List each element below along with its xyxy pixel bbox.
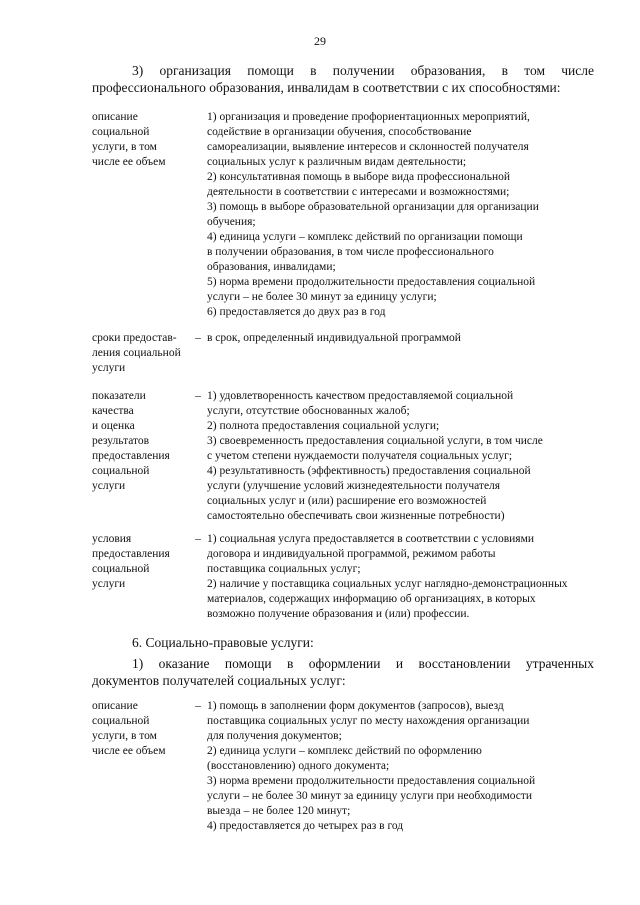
term-label: сроки предостав- ления социальной услуги — [92, 332, 181, 374]
term-label: описание социальной услуги, в том числе ее объем — [92, 111, 166, 168]
dash-separator: – — [195, 700, 201, 712]
dash-separator: – — [195, 533, 201, 545]
term-label: показатели качества и оценка результатов предоставления социальной услуги — [92, 390, 170, 492]
heading-line: профессионального образования, инвалидам в соответствии с их способностями: — [92, 80, 561, 95]
dash-separator: – — [195, 332, 201, 344]
section-title: 6. Социально-правовые услуги: — [132, 635, 314, 650]
description-text: 1) помощь в заполнении форм документов (запросов), выезд поставщика социальных услуг по месту нахождения организации для получения документов; 2) единица услуги – комплекс действий по оформлению (восстановлению) одного документа; 3) норма времени продолжительности предоставления социальной услуги – не более 30 минут за единицу услуги при необходимости выезда – не более 120 минут; 4) предоставляется до четырех раз в год — [207, 700, 536, 832]
description-text: в срок, определенный индивидуальной программой — [207, 332, 461, 344]
page-number: 29 — [314, 34, 326, 48]
term-label: описание социальной услуги, в том числе ее объем — [92, 700, 166, 757]
heading-line: 3) организация помощи в получении образования, в том числе — [132, 63, 594, 78]
term-label: условия предоставления социальной услуги — [92, 533, 170, 590]
description-text: 1) социальная услуга предоставляется в соответствии с условиями договора и индивидуальной программой, режимом работы поставщика социальных услуг; 2) наличие у поставщика социальных услуг наглядно-демонстрационных материалов, содержащих информацию об организациях, в которых возможно получение образования и (или) профессии. — [207, 533, 568, 620]
dash-separator: – — [195, 390, 201, 402]
heading-line: 1) оказание помощи в оформлении и восстановлении утраченных — [132, 656, 594, 671]
description-text: 1) удовлетворенность качеством предоставляемой социальной услуги, отсутствие обоснованных жалоб; 2) полнота предоставления социальной услуги; 3) своевременность предоставления социальной услуги, в том числе с учетом степени нуждаемости получателя социальных услуг; 4) результативность (эффективность) предоставления социальной услуги (улучшение условий жизнедеятельности получателя социальных услуг и (или) расширение его возможностей самостоятельно обеспечивать свои жизненные потребности) — [207, 390, 543, 522]
heading-item-3 — [92, 62, 594, 96]
heading-line: документов получателей социальных услуг: — [92, 673, 346, 688]
description-text: 1) организация и проведение профориентационных мероприятий, содействие в организации обучения, способствование самореализации, выявление интересов и склонностей получателя социальных услуг к различным видам деятельности; 2) консультативная помощь в выборе вида профессиональной деятельности в соответствии с интересами и возможностями; 3) помощь в выборе образовательной организации для организации обучения; 4) единица услуги – комплекс действий по организации помощи в получении образования, в том числе профессионального образования, инвалидами; 5) норма времени продолжительности предоставления социальной услуги – не более 30 минут за единицу услуги; 6) предоставляется до двух раз в год — [207, 111, 539, 318]
heading-item-6-1 — [92, 655, 594, 689]
